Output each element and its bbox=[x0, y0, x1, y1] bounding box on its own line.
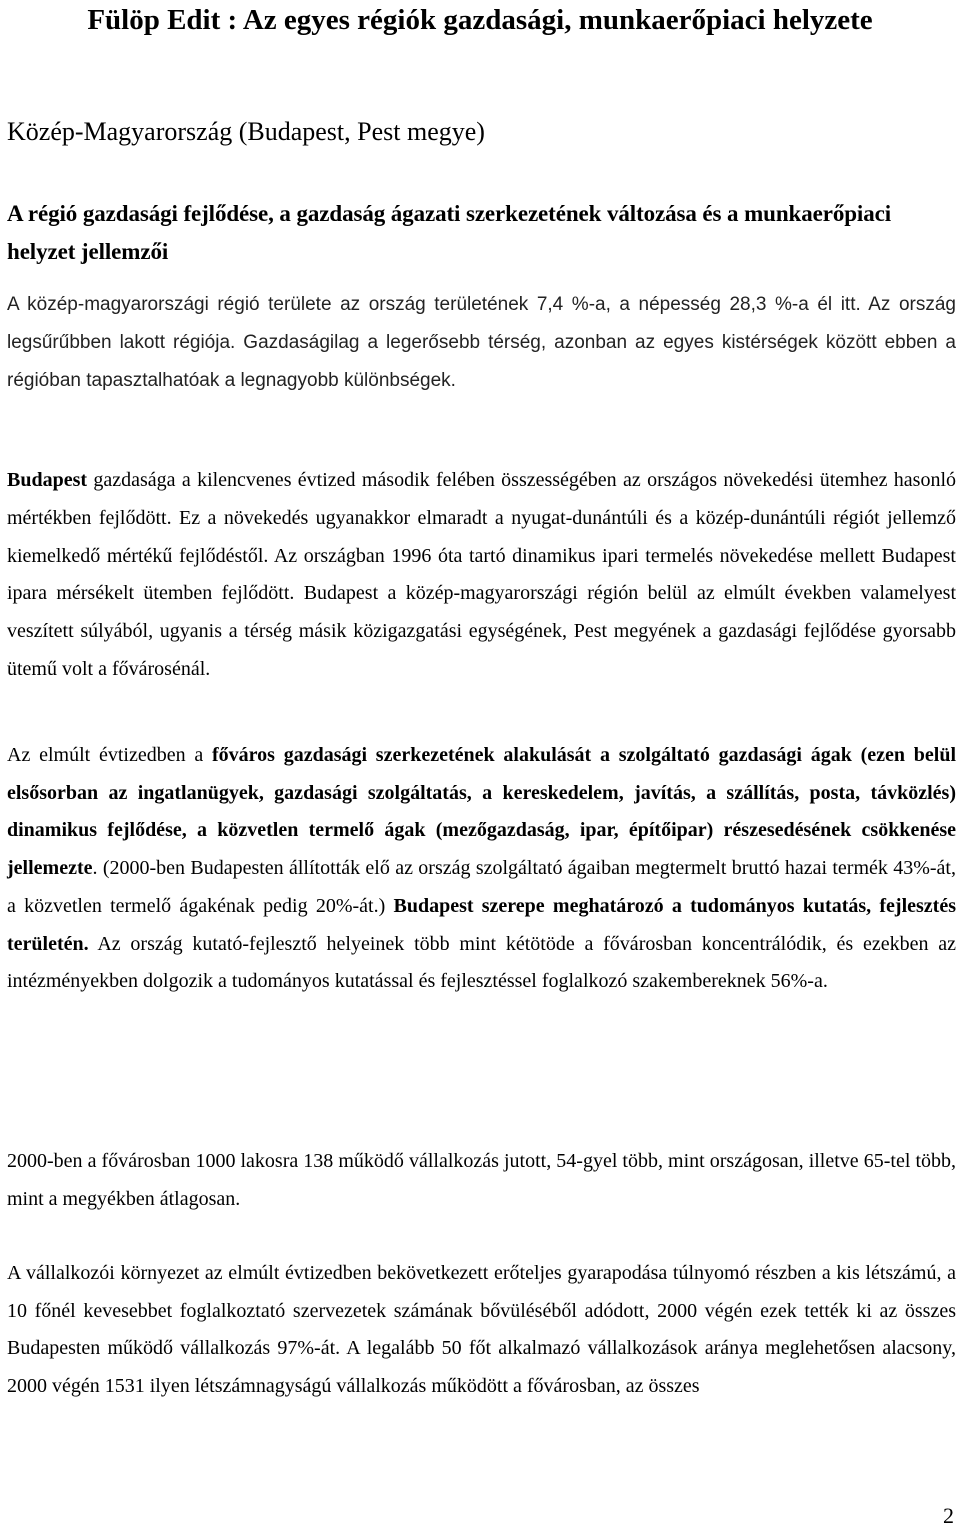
bold-text: Budapest bbox=[7, 469, 88, 491]
section-heading: A régió gazdasági fejlődése, a gazdaság ágazati szerkezetének változása és a munkaerőpiaci helyzet jellemzői bbox=[7, 201, 892, 264]
paragraph-text: gazdasága a kilencvenes évtized második felében összességében az országos növekedési ütemhez hasonló mértékben fejlődött. Ez a növekedés ugyanakkor elmaradt a nyugat-dunántúli és a közép-dunántúli régiót jellemző kiemelkedő mértékű fejlődéstől. Az országban 1996 óta tartó dinamikus ipari termelés növekedése mellett Budapest ipara mérsékelt ütemben fejlődött. Budapest a közép-magyarországi régión belül az elmúlt években valamelyest veszített súlyából, ugyanis a térség másik közigazgatási egységének, Pest megyének a gazdasági fejlődése gyorsabb ütemű volt a fővárosénál. bbox=[7, 469, 956, 680]
bold-text: Budapest szerepe meghatározó a tudományos kutatás, fejlesztés területén. bbox=[7, 894, 957, 955]
paragraph-enterprise-environment: A vállalkozói környezet az elmúlt évtizedben bekövetkezett erőteljes gyarapodása túlnyomó részben a kis létszámú, a 10 főnél kevesebbet foglalkoztató szervezetek számának bővüléséből adódott, 2000 végén ezek tették ki az összes Budapesten működő vállalkozás 97%-át. A legalább 50 főt alkalmazó vállalkozások aránya meglehetősen alacsony, 2000 végén 1531 ilyen létszámnagyságú vállalkozás működött a fővárosban, az összes bbox=[7, 1262, 956, 1397]
bold-text: főváros gazdasági szerkezetének alakulását a szolgáltató gazdasági ágak (ezen belül elsősorban az ingatlanügyek, gazdasági szolgáltatás, a kereskedelem, javítás, a szállítás, posta, távközlés) dinamikus fejlődése, a közvetlen termelő ágak (mezőgazdaság, ipar, építőipar) részesedésének csökkenése jellemezte bbox=[7, 744, 957, 880]
region-heading: Közép-Magyarország (Budapest, Pest megye) bbox=[7, 117, 485, 146]
document-title: Fülöp Edit : Az egyes régiók gazdasági, munkaerőpiaci helyzete bbox=[87, 4, 873, 36]
paragraph-text: . (2000-ben Budapesten állították elő az ország szolgáltató ágaiban megtermelt bruttó hazai termék 43%-át, a közvetlen termelő ágakénak pedig 20%-át.) bbox=[7, 857, 956, 917]
paragraph-region-overview: A közép-magyarországi régió területe az ország területének 7,4 %-a, a népesség 28,3 %-a él itt. Az ország legsűrűbben lakott régiója. Gazdaságilag a legerősebb térség, azonban az egyes kistérségek között ebben a régióban tapasztalhatóak a legnagyobb különbségek. bbox=[7, 294, 956, 391]
paragraph-budapest-economy bbox=[7, 462, 956, 689]
paragraph-economic-structure bbox=[7, 737, 956, 1001]
paragraph-text: Az elmúlt évtizedben a bbox=[7, 744, 212, 766]
paragraph-text: Az ország kutató-fejlesztő helyeinek több mint kétötöde a fővárosban koncentrálódik, és ezekben az intézményekben dolgozik a tudományos kutatással és fejlesztéssel foglalkozó szakembereknek 56%-a. bbox=[7, 932, 956, 993]
page-number: 2 bbox=[943, 1503, 954, 1528]
paragraph-enterprise-density: 2000-ben a fővárosban 1000 lakosra 138 működő vállalkozás jutott, 54-gyel több, mint országosan, illetve 65-tel több, mint a megyékben átlagosan. bbox=[7, 1150, 956, 1210]
